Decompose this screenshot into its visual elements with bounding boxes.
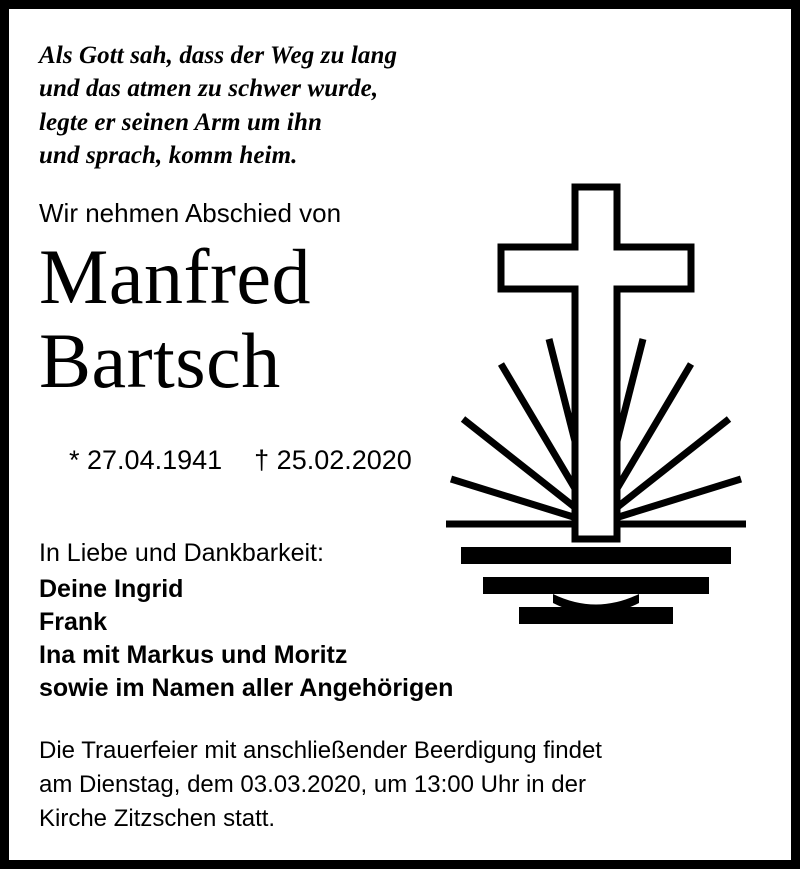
base-bar-top <box>461 547 731 564</box>
farewell-text: Wir nehmen Abschied von <box>39 198 342 228</box>
cross-shape <box>501 187 691 539</box>
mourner-line: Frank <box>39 607 108 636</box>
poem-line: Als Gott sah, dass der Weg zu lang <box>39 42 398 69</box>
deceased-first-name: Manfred <box>39 233 312 321</box>
gratitude-text: In Liebe und Dankbarkeit: <box>39 538 324 567</box>
death-date: † 25.02.2020 <box>254 444 412 475</box>
ceremony-line: Die Trauerfeier mit anschließender Beerdigung findet <box>39 736 602 764</box>
ceremony-details <box>39 734 679 836</box>
ceremony-line: am Dienstag, dem 03.03.2020, um 13:00 Uhr in der <box>39 770 586 798</box>
poem-line: und sprach, komm heim. <box>39 141 298 169</box>
poem-verse <box>39 39 765 172</box>
mourner-line: sowie im Namen aller Angehörigen <box>39 674 454 703</box>
base-bar-middle <box>483 577 709 594</box>
birth-date: * 27.04.1941 <box>69 444 223 475</box>
mourner-line: Ina mit Markus und Moritz <box>39 641 348 670</box>
ceremony-line: Kirche Zitzschen statt. <box>39 804 276 832</box>
deceased-last-name: Bartsch <box>39 317 281 405</box>
poem-line: und das atmen zu schwer wurde, <box>39 75 379 103</box>
mourner-line: Deine Ingrid <box>39 574 184 603</box>
poem-line: legte er seinen Arm um ihn <box>39 108 322 136</box>
cross-with-rays-icon <box>441 179 751 629</box>
